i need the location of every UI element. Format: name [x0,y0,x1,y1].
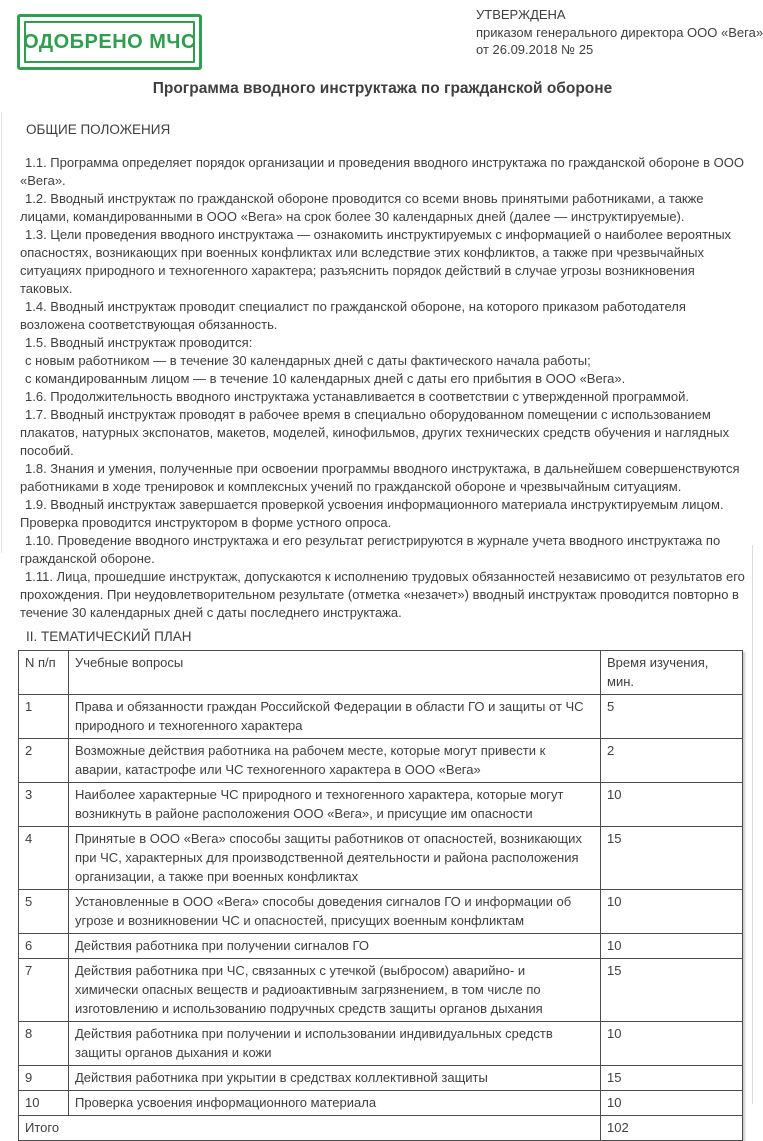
paragraph: 1.3. Цели проведения вводного инструктажа — ознакомить инструктируемых с информацией о наиболее вероятных опасностях, возникающих при военных конфликтах или вследствие этих конфликтов, а также при чрезвычайных ситуациях природного и техногенного характера; разъяснить порядок действий в случае угрозы возникновения таковых. [20,227,732,296]
paragraph: 1.2. Вводный инструктаж по гражданской обороне проводится со всеми вновь принятыми работниками, а также лицами, командированными в ООО «Вега» на срок более 30 календарных дней (далее — инструктируемые). [20,191,704,224]
row-topic: Действия работника при получении и использовании индивидуальных средств защиты органов дыхания и кожи [69,1022,601,1066]
column-header-time: Время изучения, мин. [601,651,743,695]
paragraph-subitem: с командированным лицом — в течение 10 календарных дней с даты его прибытия в ООО «Вега». [25,371,626,386]
row-topic: Наиболее характерные ЧС природного и техногенного характера, которые могут возникнуть в районе расположения ООО «Вега», и присущие им опасности [69,783,601,827]
document-title: Программа вводного инструктажа по гражданской обороне [152,80,613,97]
general-paragraphs [20,154,745,622]
table-row [19,827,743,890]
row-num: 4 [19,827,69,890]
row-num: 3 [19,783,69,827]
row-topic: Проверка усвоения информационного материала [69,1091,601,1116]
row-topic: Возможные действия работника на рабочем месте, которые могут привести к аварии, катастрофе или ЧС техногенного характера в ООО «Вега» [69,739,601,783]
total-value: 102 [601,1116,743,1141]
paragraph: 1.11. Лица, прошедшие инструктаж, допускаются к исполнению трудовых обязанностей независимо от результатов его прохождения. При неудовлетворительном результате (отметка «незачет») вводный инструктаж проводится повторно в течение 30 календарных дней с даты последнего инструктажа. [20,569,745,620]
row-topic: Действия работника при ЧС, связанных с утечкой (выбросом) аварийно- и химически опасных веществ и радиоактивным загрязнением, в том числе по изготовлению и использованию подручных средств защиты органов дыхания [69,959,601,1022]
row-topic: Права и обязанности граждан Российской Федерации в области ГО и защиты от ЧС природного и техногенного характера [69,695,601,739]
table-row [19,783,743,827]
approval-by: приказом генерального директора ООО «Вега» [476,24,763,40]
row-topic: Установленные в ООО «Вега» способы доведения сигналов ГО и информации об угрозе и возникновении ЧС и опасностей, присущих военным конфликтам [69,890,601,934]
paragraph: 1.7. Вводный инструктаж проводят в рабочее время в специально оборудованном помещении с использованием плакатов, натурных экспонатов, макетов, моделей, кинофильмов, других технических средств обучения и наглядных пособий. [20,407,730,458]
column-header-num: N п/п [19,651,69,695]
table-row [19,1091,743,1116]
thematic-plan-table [18,650,743,1141]
row-num: 9 [19,1066,69,1091]
row-num: 6 [19,934,69,959]
row-time: 15 [601,827,743,890]
column-header-topic: Учебные вопросы [69,651,601,695]
general-section-heading: ОБЩИЕ ПОЛОЖЕНИЯ [26,122,171,137]
total-label: Итого [19,1116,601,1141]
paragraph: 1.5. Вводный инструктаж проводится: [25,335,253,350]
table-row [19,1066,743,1091]
paragraph: 1.8. Знания и умения, полученные при освоении программы вводного инструктажа, в дальнейшем совершенствуются работниками в ходе тренировок и комплексных учений по гражданской обороне и чрезвычайным ситуациям. [20,461,740,494]
row-topic: Действия работника при укрытии в средствах коллективной защиты [69,1066,601,1091]
row-num: 7 [19,959,69,1022]
row-time: 15 [601,959,743,1022]
row-time: 10 [601,1022,743,1066]
row-time: 10 [601,783,743,827]
table-total-row [19,1116,743,1141]
approval-block [476,6,763,59]
row-num: 10 [19,1091,69,1116]
paragraph: 1.1. Программа определяет порядок организации и проведения вводного инструктажа по гражданской обороне в ООО «Вега». [20,155,744,188]
row-time: 10 [601,1091,743,1116]
table-row [19,959,743,1022]
table-row [19,1022,743,1066]
stamp-text: ОДОБРЕНО МЧС [23,30,196,53]
row-time: 10 [601,934,743,959]
left-edge-line [1,112,2,553]
table-row [19,890,743,934]
row-time: 5 [601,695,743,739]
row-num: 1 [19,695,69,739]
row-topic: Действия работника при получении сигналов ГО [69,934,601,959]
row-time: 2 [601,739,743,783]
row-num: 2 [19,739,69,783]
mchs-approval-stamp [17,14,202,70]
paragraph: 1.10. Проведение вводного инструктажа и его результат регистрируются в журнале учета вводного инструктажа по гражданской обороне. [20,533,721,566]
table-row [19,695,743,739]
row-num: 8 [19,1022,69,1066]
paragraph: 1.4. Вводный инструктаж проводит специалист по гражданской обороне, на которого приказом работодателя возложена соответствующая обязанность. [20,299,686,332]
row-time: 10 [601,890,743,934]
row-time: 15 [601,1066,743,1091]
stamp-inner-border [24,21,195,63]
paragraph: 1.6. Продолжительность вводного инструктажа устанавливается в соответствии с утвержденной программой. [25,389,689,404]
table-row [19,739,743,783]
paragraph-subitem: с новым работником — в течение 30 календарных дней с даты фактического начала работы; [25,353,591,368]
row-topic: Принятые в ООО «Вега» способы защиты работников от опасностей, возникающих при ЧС, характерных для производственной деятельности и района расположения организации, а также при военных конфликтах [69,827,601,890]
approval-status: УТВЕРЖДЕНА [476,7,566,22]
plan-section-heading: II. ТЕМАТИЧЕСКИЙ ПЛАН [26,629,192,644]
approval-date: от 26.09.2018 № 25 [476,42,594,57]
table-row [19,934,743,959]
right-edge-line [752,545,753,1104]
paragraph: 1.9. Вводный инструктаж завершается проверкой усвоения информационного материала инструктируемым лицом. Проверка проводится инструктором в форме устного опроса. [20,497,724,530]
table-header-row [19,651,743,695]
row-num: 5 [19,890,69,934]
